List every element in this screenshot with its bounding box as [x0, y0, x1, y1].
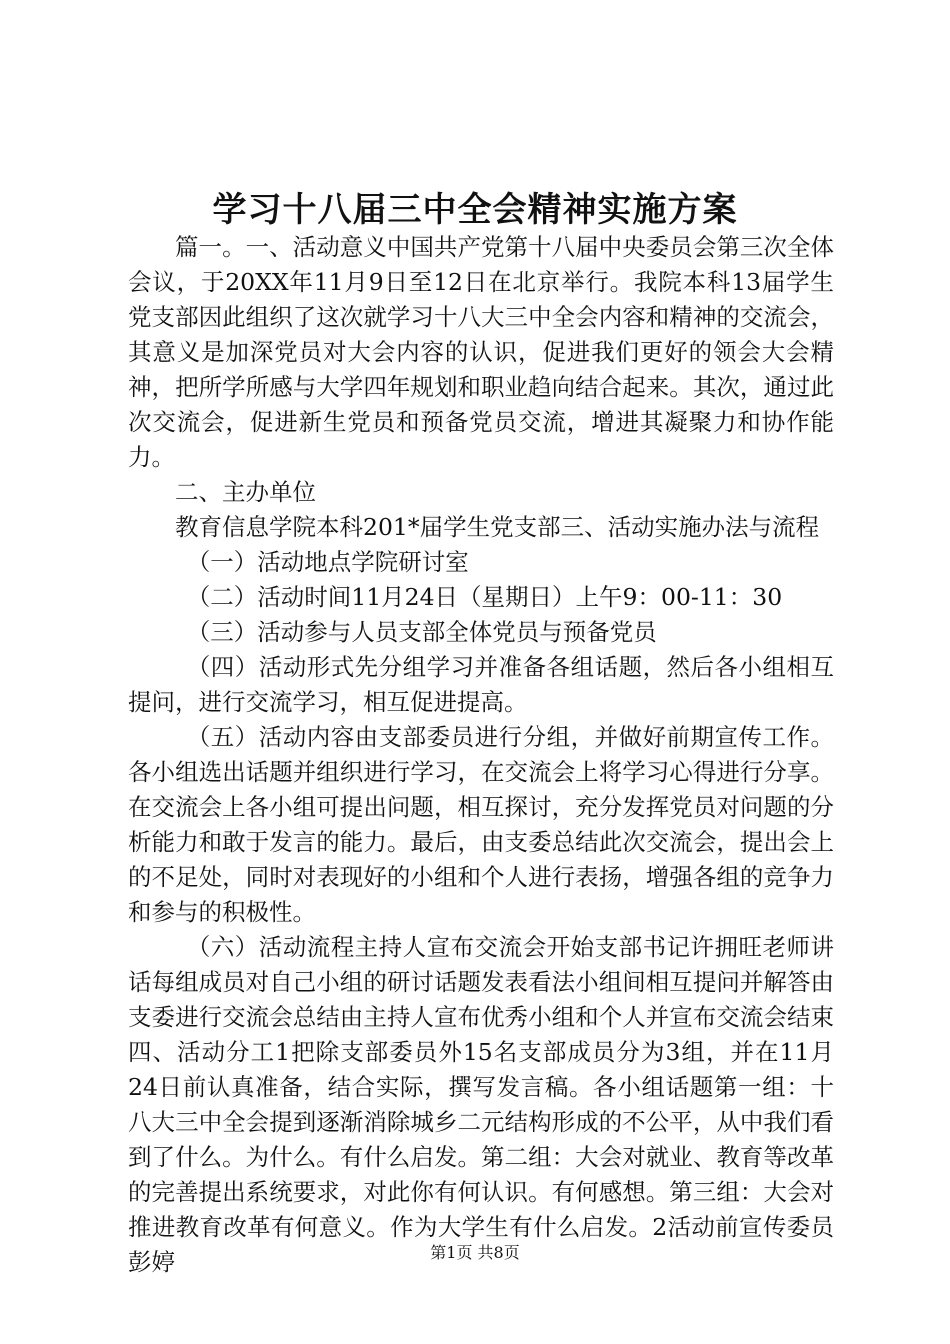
paragraph-process: （六）活动流程主持人宣布交流会开始支部书记许拥旺老师讲话每组成员对自己小组的研讨话题发表看法小组间相互提问并解答由支委进行交流会总结由主持人宣布优秀小组和个人并宣布交流会结束四、活动分工1把除支部委员外15名支部成员分为3组，并在11月24日前认真准备，结合实际，撰写发言稿。各小组话题第一组：十八大三中全会提到逐渐消除城乡二元结构形成的不公平，从中我们看到了什么。为什么。有什么启发。第二组：大会对就业、教育等改革的完善提出系统要求，对此你有何认识。有何感想。第三组：大会对推进教育改革有何意义。作为大学生有什么启发。2活动前宣传委员彭婷	[128, 933, 834, 1276]
paragraph-location: （一）活动地点学院研讨室	[186, 548, 469, 576]
document-body	[128, 230, 834, 1280]
document-title: 学习十八届三中全会精神实施方案	[212, 190, 738, 230]
paragraph-organizer-heading: 二、主办单位	[175, 478, 316, 506]
paragraph-format: （四）活动形式先分组学习并准备各组话题，然后各小组相互提问，进行交流学习，相互促进提高。	[128, 653, 834, 716]
paragraph-content: （五）活动内容由支部委员进行分组，并做好前期宣传工作。各小组选出话题并组织进行学习，在交流会上将学习心得进行分享。在交流会上各小组可提出问题，相互探讨，充分发挥党员对问题的分析能力和敢于发言的能力。最后，由支委总结此次交流会，提出会上的不足处，同时对表现好的小组和个人进行表扬，增强各组的竞争力和参与的积极性。	[128, 723, 834, 926]
paragraph-participants: （三）活动参与人员支部全体党员与预备党员	[186, 618, 657, 646]
page-footer: 第1页 共8页	[430, 1243, 520, 1262]
paragraph-organizer: 教育信息学院本科201*届学生党支部三、活动实施办法与流程	[175, 513, 820, 541]
paragraph-time: （二）活动时间11月24日（星期日）上午9：00-11：30	[186, 583, 783, 611]
paragraph-purpose: 篇一。一、活动意义中国共产党第十八届中央委员会第三次全体会议，于20XX年11月9日至12日在北京举行。我院本科13届学生党支部因此组织了这次就学习十八大三中全会内容和精神的交流会，其意义是加深党员对大会内容的认识，促进我们更好的领会大会精神，把所学所感与大学四年规划和职业趋向结合起来。其次，通过此次交流会，促进新生党员和预备党员交流，增进其凝聚力和协作能力。	[128, 233, 834, 471]
